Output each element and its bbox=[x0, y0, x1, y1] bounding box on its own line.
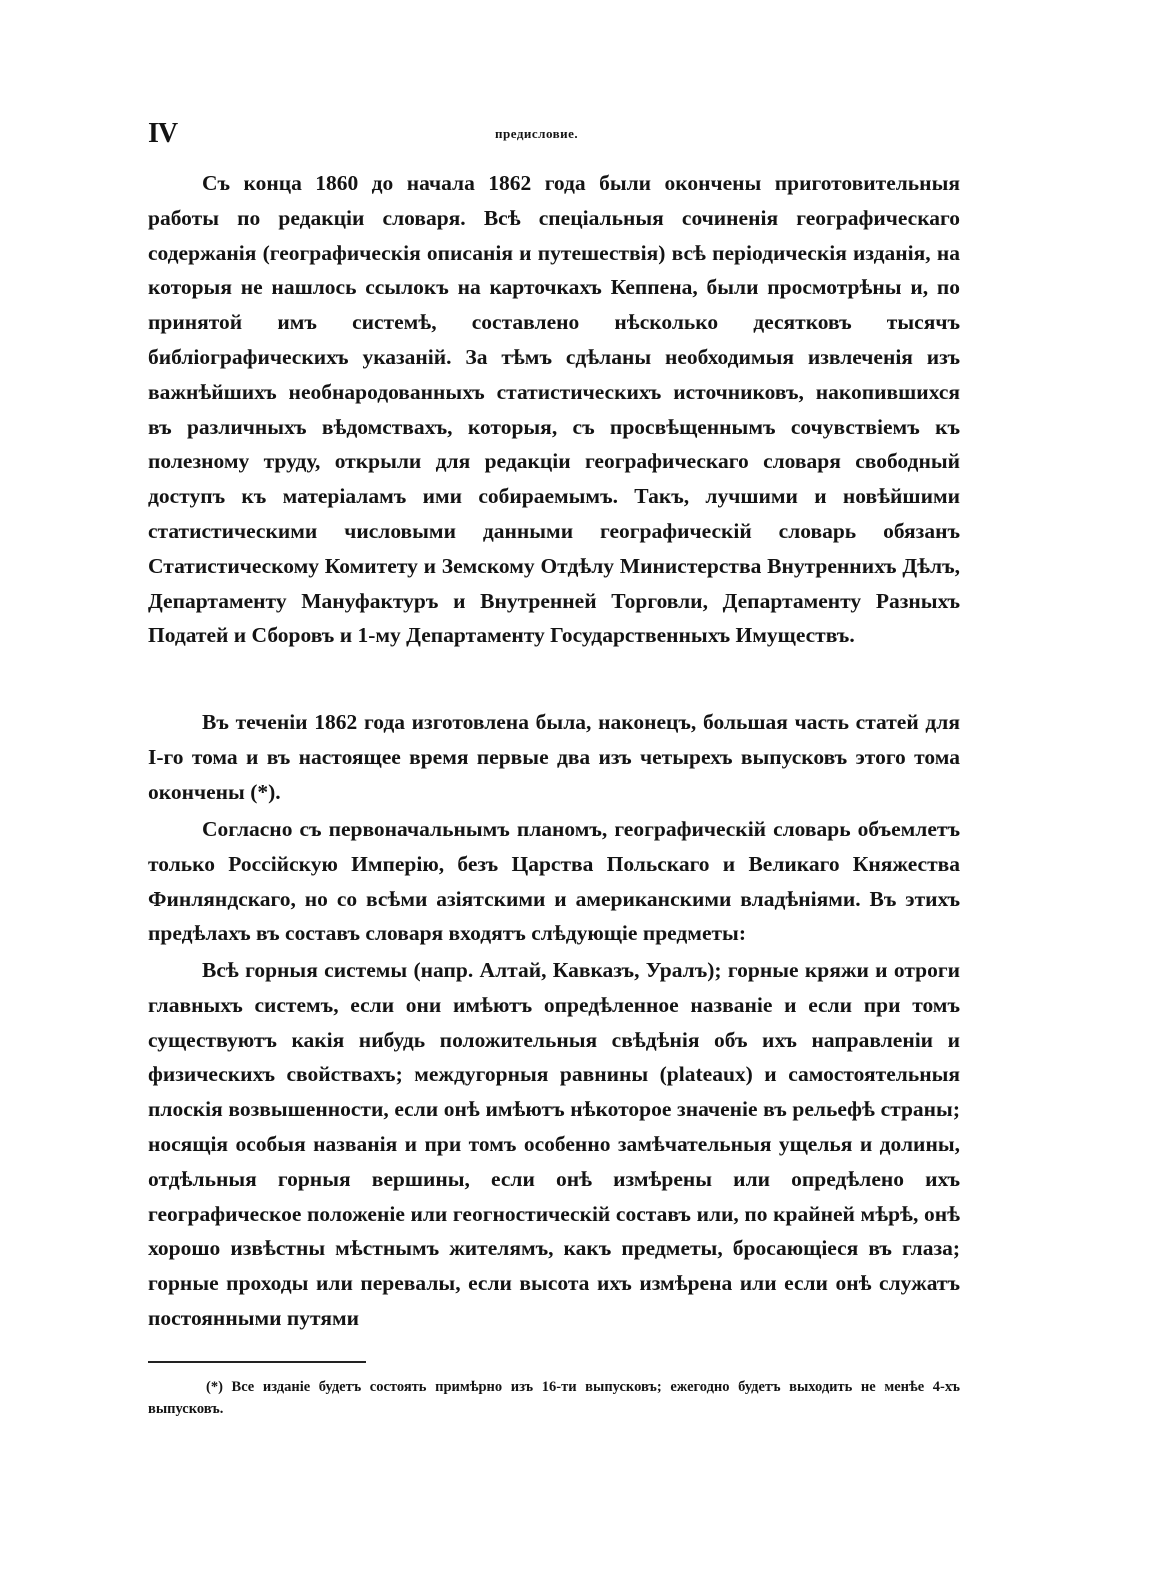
paragraph: Всѣ горныя системы (напр. Алтай, Кавказъ, Уралъ); горные кряжи и отроги главныхъ системъ, если они имѣютъ опредѣленное названіе и если при томъ существуютъ какія нибудь положительныя свѣдѣнія объ ихъ направленіи и физическихъ свойствахъ; междугорныя равнины (plateaux) и самостоятельныя плоскія возвышенности, если онѣ имѣютъ нѣкоторое значеніе въ рельефѣ страны; носящія особыя названія и при томъ особенно замѣчательныя ущелья и долины, отдѣльныя горныя вершины, если онѣ измѣрены или опредѣлено ихъ географическое положеніе или геогностическій составъ или, по крайней мѣрѣ, онѣ хорошо извѣстны мѣстнымъ жителямъ, какъ предметы, бросающіеся въ глаза; горные проходы или перевалы, если высота ихъ измѣрена или если онѣ служатъ постоянными путями bbox=[148, 958, 960, 1330]
running-head: предисловие. bbox=[495, 126, 579, 141]
footnote-separator bbox=[148, 1361, 366, 1363]
page-number: IV bbox=[148, 118, 178, 149]
paragraph: Согласно съ первоначальнымъ планомъ, географическій словарь объемлетъ только Россійскую Имперію, безъ Царства Польскаго и Великаго Княжества Финляндскаго, но со всѣми азіятскими и американскими владѣніями. Въ этихъ предѣлахъ въ составъ словаря входятъ слѣдующіе предметы: bbox=[148, 817, 960, 946]
paragraph: Въ теченіи 1862 года изготовлена была, наконецъ, большая часть статей для І-го тома и въ настоящее время первые два изъ четырехъ выпусковъ этого тома окончены (*). bbox=[148, 710, 960, 804]
footnote: (*) Все изданіе будетъ состоять примѣрно изъ 16-ти выпусковъ; ежегодно будетъ выходить не менѣе 4-хъ выпусковъ. bbox=[148, 1379, 960, 1417]
paragraph: Съ конца 1860 до начала 1862 года были окончены приготовительныя работы по редакціи словаря. Всѣ спеціальныя сочиненія географическаго содержанія (географическія описанія и путешествія) всѣ періодическія изданія, на которыя не нашлось ссылокъ на карточкахъ Кеппена, были просмотрѣны и, по принятой имъ системѣ, составлено нѣсколько десятковъ тысячъ библіографическихъ указаній. За тѣмъ сдѣланы необходимыя извлеченія изъ важнѣйшихъ необнародованныхъ статистическихъ источниковъ, накопившихся въ различныхъ вѣдомствахъ, которыя, съ просвѣщеннымъ сочувствіемъ къ полезному труду, открыли для редакціи географическаго словаря свободный доступъ къ матеріаламъ ими собираемымъ. Такъ, лучшими и новѣйшими статистическими числовыми данными географическій словарь обязанъ Статистическому Комитету и Земскому Отдѣлу Министерства Внутреннихъ Дѣлъ, Департаменту Мануфактуръ и Внутренней Торговли, Департаменту Разныхъ Податей и Сборовъ и 1-му Департаменту Государственныхъ Имуществъ. bbox=[148, 171, 960, 648]
